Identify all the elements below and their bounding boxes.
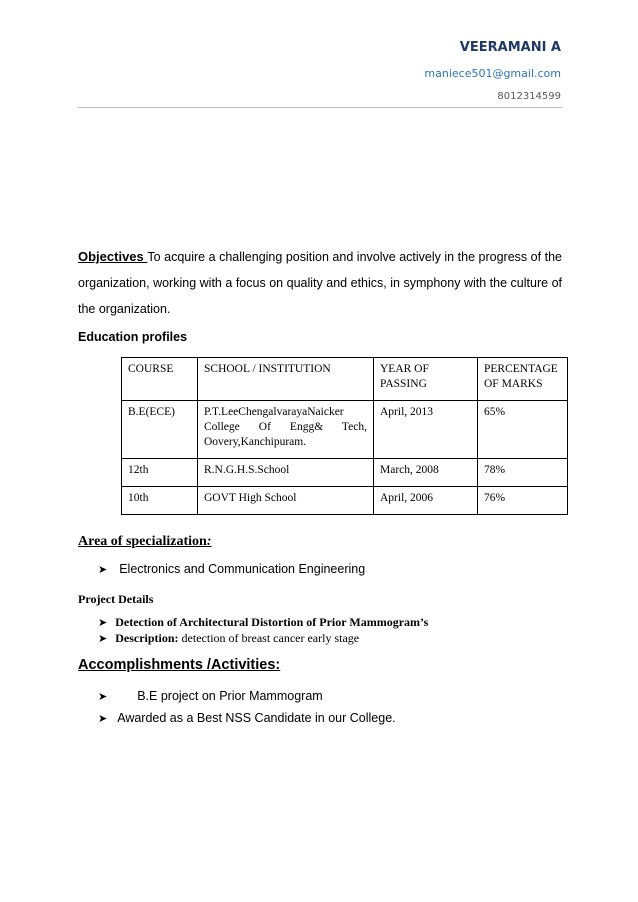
objectives-title: Objectives	[78, 249, 148, 264]
project-name: Detection of Architectural Distortion of Prior Mammogram’s	[115, 615, 429, 629]
cell-school: P.T.LeeChengalvarayaNaicker College Of Engg& Tech, Oovery,Kanchipuram.	[198, 401, 374, 459]
cell-percent: 76%	[478, 487, 568, 515]
table-row	[122, 487, 568, 515]
arrow-bullet-icon: ➤	[98, 563, 108, 576]
email-text: maniece501@gmail.com	[424, 67, 561, 80]
cell-course: B.E(ECE)	[122, 401, 198, 459]
specialization-title	[78, 534, 212, 550]
specialization-title-text: Area of specialization	[78, 534, 207, 549]
header-cell-year: YEAR OF PASSING	[374, 358, 478, 401]
accomplishments-title: Accomplishments /Activities:	[78, 657, 281, 673]
list-item	[98, 562, 365, 576]
list-item	[98, 689, 323, 703]
cell-course: 10th	[122, 487, 198, 515]
table-header-row	[122, 358, 568, 401]
project-title: Project Details	[78, 592, 154, 606]
education-title: Education profiles	[78, 330, 188, 344]
project-desc-text: detection of breast cancer early stage	[178, 631, 360, 645]
list-item	[98, 615, 428, 630]
cell-percent: 78%	[478, 459, 568, 487]
arrow-bullet-icon: ➤	[98, 712, 108, 725]
table-row	[122, 401, 568, 459]
candidate-name: VEERAMANI A	[459, 40, 561, 55]
list-item	[98, 631, 359, 646]
cell-school: R.N.G.H.S.School	[198, 459, 374, 487]
project-desc-label: Description:	[115, 631, 179, 645]
header-cell-school: SCHOOL / INSTITUTION	[198, 358, 374, 401]
table-row	[122, 459, 568, 487]
cell-year: March, 2008	[374, 459, 478, 487]
objectives-section	[78, 244, 562, 322]
education-table	[121, 357, 568, 515]
cell-course: 12th	[122, 459, 198, 487]
accomplishment-item: B.E project on Prior Mammogram	[137, 689, 323, 703]
objectives-text: To acquire a challenging position and involve actively in the progress of the organization, working with a focus on quality and ethics, in symphony with the culture of the organization.	[78, 250, 562, 316]
arrow-bullet-icon: ➤	[98, 633, 108, 645]
list-item	[98, 711, 396, 725]
specialization-item: Electronics and Communication Engineering	[119, 562, 366, 576]
header-cell-course: COURSE	[122, 358, 198, 401]
cell-year: April, 2006	[374, 487, 478, 515]
arrow-bullet-icon: ➤	[98, 617, 108, 629]
phone-text: 8012314599	[497, 91, 561, 102]
header-cell-percentage: PERCENTAGE OF MARKS	[478, 358, 568, 401]
header-divider	[78, 107, 562, 108]
cell-year: April, 2013	[374, 401, 478, 459]
cell-school: GOVT High School	[198, 487, 374, 515]
accomplishment-item: Awarded as a Best NSS Candidate in our College.	[117, 711, 396, 725]
arrow-bullet-icon: ➤	[98, 690, 108, 703]
specialization-colon: :	[206, 534, 212, 549]
cell-percent: 65%	[478, 401, 568, 459]
